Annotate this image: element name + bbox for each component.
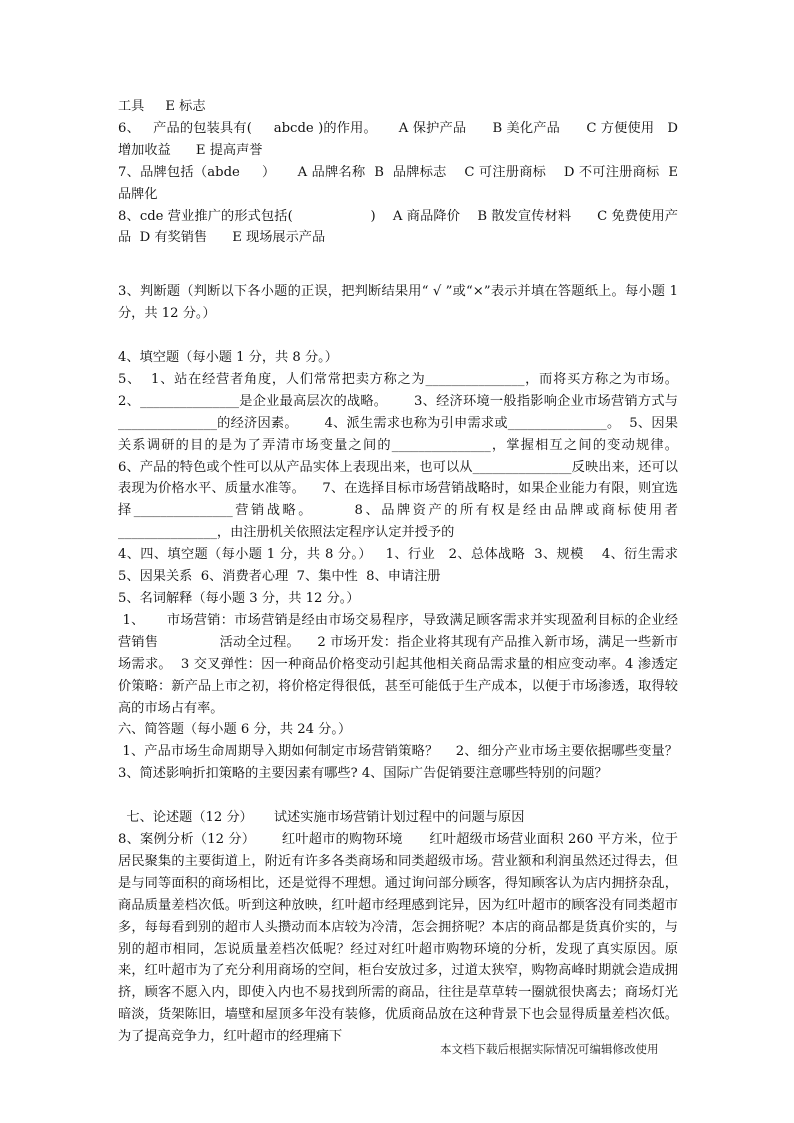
spacer xyxy=(118,325,678,347)
spacer xyxy=(118,249,678,281)
document-body xyxy=(118,96,704,1048)
question-7-brand: 7、品牌包括（abde ） A 品牌名称 B 品牌标志 C 可注册商标 D 不可注册商标 E 品牌化 xyxy=(118,164,687,202)
question-6-packaging: 6、 产品的包装具有( abcde )的作用。 A 保护产品 B 美化产品 C 方便使用 D 增加收益 E 提高声誉 xyxy=(118,120,683,158)
section-definitions: 5、名词解释（每小题 3 分，共 12 分。） xyxy=(118,591,360,607)
page-footer-note: 本文档下载后根据实际情况可编辑修改使用 xyxy=(440,1042,659,1056)
fill-blank-questions: 5、 1、站在经营者角度，人们常常把卖方称之为_______________，而将买方称之为市场。 2、_______________是企业最高层次的战略。 3、经济环境一般指影响企业市场营销方式与_______________的经济因素。 4、派生需求也称为引申需求或_______________。 5、因果关系调研的目的是为了弄清市场变量之间的_______________，掌握相互之间的变动规律。 6、产品的特色或个性可以从产品实体上表现出来，也可以从_______________反映出来，还可以表现为价格水平、质量水准等。 7、在选择目标市场营销战略时，如果企业能力有限，则宜选择_______________营销战略。 8、品牌资产的所有权是经由品牌或商标使用者_______________，由注册机关依照法定程序认定并授予的 xyxy=(118,371,704,541)
case-analysis: 8、案例分析（12 分） 红叶超市的购物环境 红叶超级市场营业面积 260 平方米，位于居民聚集的主要街道上，附近有许多各类商场和同类超级市场。营业额和利润虽然还过得去，但是与同等面积的商场相比，还是觉得不理想。通过询问部分顾客，得知顾客认为店内拥挤杂乱，商品质量差档次低。听到这种放映，红叶超市经理感到诧异，因为红叶超市的顾客没有同类超市多，每每看到别的超市人头攒动而本店较为冷清，怎会拥挤呢？本店的商品都是货真价实的，与别的超市相同，怎说质量差档次低呢？经过对红叶超市购物环境的分析，发现了真实原因。原来，红叶超市为了充分利用商场的空间，柜台安放过多，过道太狭窄，购物高峰时期就会造成拥挤，顾客不愿入内，即使入内也不易找到所需的商品，往往是草草转一圈就很快离去；商场灯光暗淡，货架陈旧，墙壁和屋顶多年没有装修，优质商品放在这种背景下也会显得质量差档次低。为了提高竞争力，红叶超市的经理痛下 xyxy=(118,831,678,1045)
section-essay: 七、论述题（12 分） 试述实施市场营销计划过程中的问题与原因 xyxy=(118,810,525,826)
short-answer-questions: 1、产品市场生命周期导入期如何制定市场营销策略？ 2、细分产业市场主要依据哪些变量？ 3、简述影响折扣策略的主要因素有哪些? 4、国际广告促销要注意哪些特别的问题？ xyxy=(118,744,687,782)
spacer xyxy=(118,785,678,807)
paragraph-tool-e-logo: 工具 E 标志 xyxy=(118,99,206,114)
fill-blank-answers: 4、四、填空题（每小题 1 分，共 8 分。） 1、行业 2、总体战略 3、规模 4、衍生需求 5、因果关系 6、消费者心理 7、集中性 8、申请注册 xyxy=(118,547,687,585)
definitions-content: 1、 市场营销：市场营销是经由市场交易程序，导致满足顾客需求并实现盈利目标的企业经营销售 活动全过程。 2 市场开发：指企业将其现有产品推入新市场，满足一些新市场需求。 3 交叉弹性：因一种商品价格变动引起其他相关商品需求量的相应变动率。4 渗透定价策略：新产品上市之初，将价格定得很低，甚至可能低于生产成本，以便于市场渗透，取得较高的市场占有率。 xyxy=(118,612,678,716)
question-8-promotion: 8、cde 营业推广的形式包括( ) A 商品降价 B 散发宣传材料 C 免费使用产品 D 有奖销售 E 现场展示产品 xyxy=(118,208,678,246)
section-short-answer: 六、简答题（每小题 6 分，共 24 分。） xyxy=(118,722,352,738)
section-fill-blank: 4、填空题（每小题 1 分，共 8 分。） xyxy=(118,350,338,366)
section-true-false: 3、判断题（判断以下各小题的正误，把判断结果用“ √ ”或“×”表示并填在答题纸上。每小题 1 分，共 12 分。） xyxy=(118,284,683,322)
